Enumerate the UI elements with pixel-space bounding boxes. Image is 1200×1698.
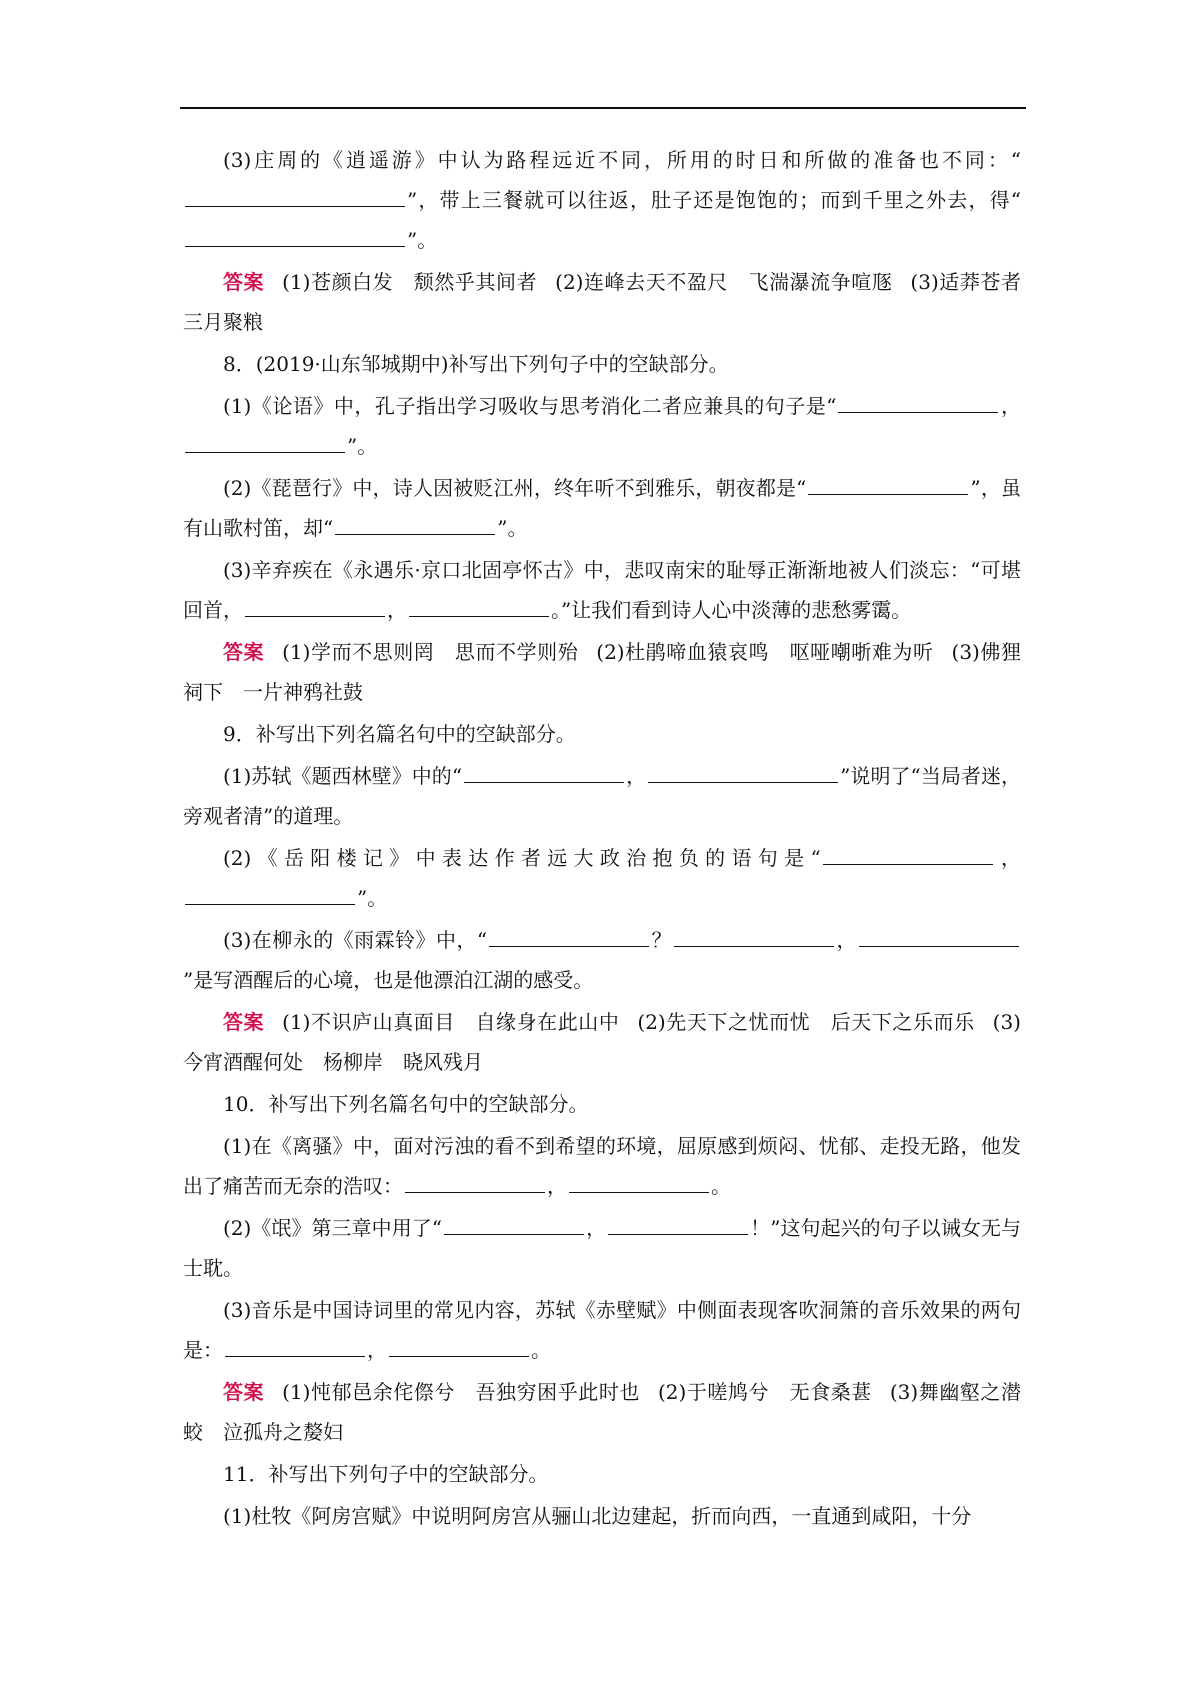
question-text: ， <box>387 598 407 622</box>
question-11-part-1: (1)杜牧《阿房宫赋》中说明阿房宫从骊山北边建起，折而向西，一直通到咸阳，十分 <box>223 1504 972 1528</box>
question-7-part-3 <box>183 140 1021 260</box>
answer-label: 答案 <box>223 1380 265 1404</box>
answer-blank[interactable] <box>185 430 345 453</box>
answer-label: 答案 <box>223 640 265 664</box>
answer-blank[interactable] <box>464 760 624 783</box>
question-text: (1)在《离骚》中，面对污浊的看不到希望的环境，屈原感到烦闷、忧郁、走投无路，他发出了痛苦而无奈的浩叹： <box>183 1134 1021 1198</box>
question-text: ， <box>626 764 647 788</box>
answer-blank[interactable] <box>859 924 1019 947</box>
answer-text: (2)连峰去天不盈尺 飞湍瀑流争喧豗 <box>555 270 893 294</box>
question-text: (1)《论语》中，孔子指出学习吸收与思考消化二者应兼具的句子是“ <box>223 394 837 418</box>
question-text: ？ <box>651 928 673 952</box>
question-text: ”。 <box>407 228 438 252</box>
answer-text: (1)不识庐山真面目 自缘身在此山中 <box>282 1010 620 1034</box>
answer-text: (1)学而不思则罔 思而不学则殆 <box>282 640 579 664</box>
question-text: ”。 <box>497 516 528 540</box>
question-8-part-2 <box>183 468 1021 548</box>
question-10-part-3 <box>183 1290 1021 1370</box>
question-text: (1)苏轼《题西林壁》中的“ <box>223 764 463 788</box>
question-10-part-1 <box>183 1126 1021 1206</box>
question-text: ！”这句起兴的句子以诫女无与士耽。 <box>183 1216 1021 1280</box>
question-text: 。 <box>711 1174 731 1198</box>
question-text: ， <box>586 1216 607 1240</box>
answer-blank[interactable] <box>245 594 385 617</box>
answer-blank[interactable] <box>405 1170 545 1193</box>
answer-10 <box>183 1372 1021 1452</box>
answer-blank[interactable] <box>489 924 649 947</box>
answer-blank[interactable] <box>823 842 993 865</box>
question-text: ， <box>836 928 858 952</box>
question-text: (2)《岳阳楼记》中表达作者远大政治抱负的语句是“ <box>223 846 821 870</box>
answer-text: (3)适莽苍者 三月聚粮 <box>183 270 1041 334</box>
answer-text: (1)苍颜白发 颓然乎其间者 <box>282 270 538 294</box>
question-9-part-3 <box>183 920 1021 1000</box>
answer-blank[interactable] <box>838 390 998 413</box>
question-text: ， <box>994 846 1021 870</box>
answer-blank[interactable] <box>409 594 549 617</box>
quote-mark: “ <box>1010 188 1021 212</box>
answer-text: (3)佛狸祠下 一片神鸦社鼓 <box>183 640 1021 704</box>
question-text: ， <box>547 1174 567 1198</box>
question-text: (3)音乐是中国诗词里的常见内容，苏轼《赤壁赋》中侧面表现客吹洞箫的音乐效果的两句是： <box>183 1298 1021 1362</box>
question-text: (2)《琵琶行》中，诗人因被贬江州，终年听不到雅乐，朝夜都是“ <box>223 476 807 500</box>
question-text: (3)庄周的《逍遥游》中认为路程远近不同，所用的时日和所做的准备也不同： <box>223 148 1011 172</box>
quote-mark: “ <box>1010 148 1021 172</box>
question-10-title: 10．补写出下列名篇名句中的空缺部分。 <box>223 1092 589 1116</box>
answer-blank[interactable] <box>185 882 355 905</box>
question-9-title: 9．补写出下列名篇名句中的空缺部分。 <box>223 722 576 746</box>
question-8-title: 8．(2019·山东邹城期中)补写出下列句子中的空缺部分。 <box>223 352 729 376</box>
answer-text: (2)杜鹃啼血猿哀鸣 呕哑嘲哳难为听 <box>596 640 934 664</box>
question-text: (3)辛弃疾在《永遇乐·京口北固亭怀古》中，悲叹南宋的耻辱正渐渐地被人们淡忘：“可堪回首， <box>183 558 1021 622</box>
answer-blank[interactable] <box>225 1334 365 1357</box>
question-10-part-2 <box>183 1208 1021 1288</box>
answer-text: (3)今宵酒醒何处 杨柳岸 晓风残月 <box>183 1010 1021 1074</box>
question-text: ”，虽有山歌村笛，却“ <box>183 476 1021 540</box>
answer-text: (1)忳郁邑余侘傺兮 吾独穷困乎此时也 <box>282 1380 640 1404</box>
answer-label: 答案 <box>223 270 265 294</box>
answer-blank[interactable] <box>335 512 495 535</box>
answer-text: (2)于嗟鸠兮 无食桑葚 <box>657 1380 872 1404</box>
question-text: 。”让我们看到诗人心中淡薄的悲愁雾霭。 <box>551 598 912 622</box>
question-8-part-1 <box>183 386 1021 466</box>
answer-blank[interactable] <box>808 472 968 495</box>
question-text: ， <box>1000 394 1021 418</box>
question-text: ”，带上三餐就可以往返，肚子还是饱饱的；而到千里之外去，得 <box>407 188 1011 212</box>
question-text: 。 <box>531 1338 551 1362</box>
question-8-part-3 <box>183 550 1021 630</box>
answer-blank[interactable] <box>608 1212 748 1235</box>
question-text: (2)《氓》第三章中用了“ <box>223 1216 443 1240</box>
answer-7 <box>183 262 1041 342</box>
question-11-title: 11．补写出下列句子中的空缺部分。 <box>223 1462 549 1486</box>
question-9-part-2 <box>183 838 1021 918</box>
answer-8 <box>183 632 1021 712</box>
answer-blank[interactable] <box>389 1334 529 1357</box>
header-rule <box>180 107 1026 109</box>
answer-text: (3)舞幽壑之潜蛟 泣孤舟之嫠妇 <box>183 1380 1021 1444</box>
question-text: ”说明了“当局者迷，旁观者清”的道理。 <box>183 764 1021 828</box>
question-text: ”是写酒醒后的心境，也是他漂泊江湖的感受。 <box>183 968 594 992</box>
answer-blank[interactable] <box>185 224 405 247</box>
answer-blank[interactable] <box>648 760 838 783</box>
answer-blank[interactable] <box>569 1170 709 1193</box>
question-text: ， <box>367 1338 387 1362</box>
question-text: ”。 <box>357 886 388 910</box>
answer-blank[interactable] <box>185 184 405 207</box>
answer-label: 答案 <box>223 1010 265 1034</box>
question-text: (3)在柳永的《雨霖铃》中，“ <box>223 928 488 952</box>
answer-text: (2)先天下之忧而忧 后天下之乐而乐 <box>637 1010 975 1034</box>
answer-9 <box>183 1002 1021 1082</box>
question-9-part-1 <box>183 756 1021 836</box>
answer-blank[interactable] <box>674 924 834 947</box>
document-body <box>183 140 1041 1538</box>
answer-blank[interactable] <box>444 1212 584 1235</box>
question-text: ”。 <box>347 434 378 458</box>
